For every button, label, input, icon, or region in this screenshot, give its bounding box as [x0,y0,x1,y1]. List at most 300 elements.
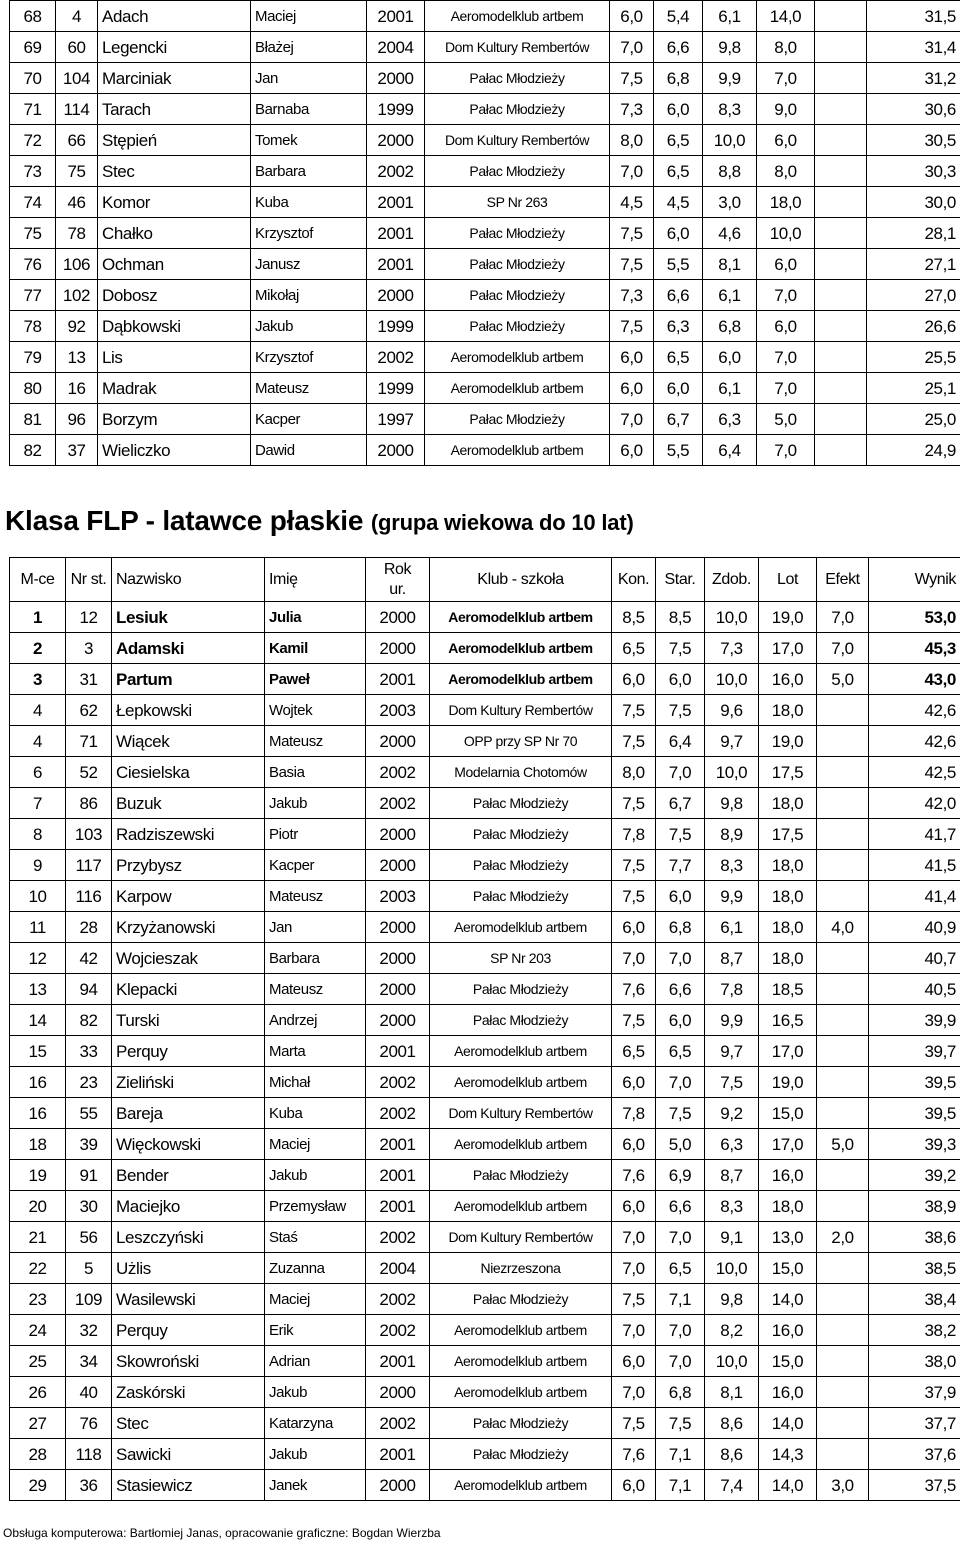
club-cell: Dom Kultury Rembertów [430,1098,612,1129]
place-cell: 22 [10,1253,66,1284]
lot-cell: 18,0 [759,850,817,881]
table-row [10,850,960,881]
star-cell: 6,7 [656,788,705,819]
year-cell: 2001 [367,218,425,249]
table-row [10,974,960,1005]
zdob-cell: 8,3 [703,94,757,125]
zdob-cell: 6,4 [703,435,757,466]
name-cell: Katarzyna [265,1408,366,1439]
zdob-cell: 9,1 [705,1222,759,1253]
efekt-cell [815,187,867,218]
efekt-cell [815,1,867,32]
star-cell: 7,0 [656,1067,705,1098]
year-cell: 2000 [366,912,430,943]
lot-cell: 17,0 [759,633,817,664]
surname-cell: Sawicki [112,1439,265,1470]
wynik-cell: 28,1 [867,218,960,249]
name-cell: Jakub [265,1160,366,1191]
club-cell: Aeromodelklub artbem [430,1377,612,1408]
name-cell: Błażej [251,32,367,63]
year-cell: 2000 [367,63,425,94]
table-row [10,1377,960,1408]
year-cell: 2002 [367,342,425,373]
zdob-cell: 9,8 [705,1284,759,1315]
wynik-cell: 43,0 [869,664,960,695]
table-row [10,435,960,466]
number-cell: 46 [56,187,98,218]
number-cell: 78 [56,218,98,249]
table-row [10,218,960,249]
footer-credits: Obsługa komputerowa: Bartłomiej Janas, opracowanie graficzne: Bogdan Wierzba [3,1526,441,1540]
place-cell: 78 [10,311,56,342]
star-cell: 6,8 [654,63,703,94]
zdob-cell: 7,4 [705,1470,759,1501]
table-row [10,1222,960,1253]
star-cell: 6,9 [656,1160,705,1191]
place-cell: 9 [10,850,66,881]
name-cell: Barbara [251,156,367,187]
number-cell: 37 [56,435,98,466]
number-cell: 16 [56,373,98,404]
wynik-cell: 39,5 [869,1067,960,1098]
lot-cell: 14,0 [759,1284,817,1315]
place-cell: 18 [10,1129,66,1160]
kon-cell: 7,0 [612,1222,656,1253]
name-cell: Barnaba [251,94,367,125]
header-lot: Lot [759,558,817,602]
club-cell: Aeromodelklub artbem [425,1,610,32]
lot-cell: 7,0 [757,342,815,373]
efekt-cell: 2,0 [817,1222,869,1253]
name-cell: Maciej [251,1,367,32]
table-row [10,1346,960,1377]
number-cell: 71 [66,726,112,757]
zdob-cell: 6,3 [705,1129,759,1160]
surname-cell: Łepkowski [112,695,265,726]
name-cell: Basia [265,757,366,788]
place-cell: 21 [10,1222,66,1253]
efekt-cell: 7,0 [817,602,869,633]
place-cell: 11 [10,912,66,943]
table-row [10,156,960,187]
wynik-cell: 37,9 [869,1377,960,1408]
star-cell: 6,8 [656,1377,705,1408]
surname-cell: Stasiewicz [112,1470,265,1501]
header-year-line2: ur. [389,580,406,598]
lot-cell: 15,0 [759,1098,817,1129]
name-cell: Kuba [265,1098,366,1129]
lot-cell: 14,0 [759,1408,817,1439]
lot-cell: 6,0 [757,311,815,342]
name-cell: Julia [265,602,366,633]
wynik-cell: 25,1 [867,373,960,404]
zdob-cell: 9,8 [703,32,757,63]
wynik-cell: 39,7 [869,1036,960,1067]
number-cell: 104 [56,63,98,94]
place-cell: 71 [10,94,56,125]
lot-cell: 6,0 [757,249,815,280]
club-cell: Aeromodelklub artbem [430,1191,612,1222]
wynik-cell: 31,4 [867,32,960,63]
lot-cell: 8,0 [757,156,815,187]
wynik-cell: 24,9 [867,435,960,466]
star-cell: 6,5 [656,1253,705,1284]
header-kon: Kon. [612,558,656,602]
year-cell: 2003 [366,881,430,912]
zdob-cell: 7,8 [705,974,759,1005]
table-row [10,1005,960,1036]
zdob-cell: 10,0 [705,1346,759,1377]
number-cell: 94 [66,974,112,1005]
table-row [10,1191,960,1222]
year-cell: 2000 [366,943,430,974]
wynik-cell: 31,2 [867,63,960,94]
efekt-cell [817,1377,869,1408]
year-cell: 2001 [366,1036,430,1067]
number-cell: 52 [66,757,112,788]
number-cell: 4 [56,1,98,32]
star-cell: 6,6 [656,1191,705,1222]
surname-cell: Użlis [112,1253,265,1284]
kon-cell: 7,0 [612,1377,656,1408]
number-cell: 66 [56,125,98,156]
year-cell: 2000 [366,633,430,664]
table-row [10,1,960,32]
surname-cell: Partum [112,664,265,695]
name-cell: Krzysztof [251,342,367,373]
efekt-cell [817,1439,869,1470]
lot-cell: 18,0 [759,912,817,943]
lot-cell: 15,0 [759,1346,817,1377]
year-cell: 2000 [366,819,430,850]
year-cell: 2001 [366,664,430,695]
lot-cell: 18,0 [759,1191,817,1222]
star-cell: 6,6 [656,974,705,1005]
place-cell: 80 [10,373,56,404]
place-cell: 8 [10,819,66,850]
surname-cell: Stec [98,156,251,187]
star-cell: 5,0 [656,1129,705,1160]
kon-cell: 6,5 [612,1036,656,1067]
header-place: M-ce [10,558,66,602]
number-cell: 13 [56,342,98,373]
wynik-cell: 27,0 [867,280,960,311]
zdob-cell: 9,7 [705,1036,759,1067]
wynik-cell: 37,7 [869,1408,960,1439]
club-cell: Aeromodelklub artbem [425,435,610,466]
wynik-cell: 27,1 [867,249,960,280]
kon-cell: 6,5 [612,633,656,664]
efekt-cell [815,404,867,435]
star-cell: 7,1 [656,1439,705,1470]
kon-cell: 7,0 [612,943,656,974]
surname-cell: Więckowski [112,1129,265,1160]
name-cell: Kamil [265,633,366,664]
wynik-cell: 30,3 [867,156,960,187]
star-cell: 6,0 [654,94,703,125]
zdob-cell: 6,3 [703,404,757,435]
year-cell: 1999 [367,373,425,404]
table-row [10,342,960,373]
year-cell: 2002 [366,1098,430,1129]
place-cell: 74 [10,187,56,218]
efekt-cell [817,726,869,757]
lot-cell: 7,0 [757,63,815,94]
kon-cell: 8,0 [612,757,656,788]
zdob-cell: 9,7 [705,726,759,757]
zdob-cell: 9,6 [705,695,759,726]
table-row [10,373,960,404]
wynik-cell: 25,5 [867,342,960,373]
name-cell: Janek [265,1470,366,1501]
surname-cell: Radziszewski [112,819,265,850]
wynik-cell: 38,6 [869,1222,960,1253]
club-cell: Pałac Młodzieży [425,218,610,249]
number-cell: 34 [66,1346,112,1377]
wynik-cell: 30,0 [867,187,960,218]
name-cell: Staś [265,1222,366,1253]
zdob-cell: 8,3 [705,850,759,881]
header-zdob: Zdob. [705,558,759,602]
surname-cell: Marciniak [98,63,251,94]
place-cell: 75 [10,218,56,249]
wynik-cell: 30,5 [867,125,960,156]
table-row [10,943,960,974]
table-row [10,1253,960,1284]
club-cell: Aeromodelklub artbem [430,1036,612,1067]
name-cell: Paweł [265,664,366,695]
name-cell: Kacper [251,404,367,435]
star-cell: 6,5 [656,1036,705,1067]
number-cell: 40 [66,1377,112,1408]
lot-cell: 16,0 [759,1377,817,1408]
zdob-cell: 8,3 [705,1191,759,1222]
table-row [10,1408,960,1439]
place-cell: 69 [10,32,56,63]
number-cell: 30 [66,1191,112,1222]
club-cell: Pałac Młodzieży [430,788,612,819]
year-cell: 2000 [366,1470,430,1501]
club-cell: Pałac Młodzieży [425,311,610,342]
table-row [10,63,960,94]
club-cell: Aeromodelklub artbem [430,1129,612,1160]
table-row [10,664,960,695]
name-cell: Maciej [265,1284,366,1315]
kon-cell: 8,5 [612,602,656,633]
club-cell: Pałac Młodzieży [425,156,610,187]
name-cell: Piotr [265,819,366,850]
efekt-cell [815,125,867,156]
kon-cell: 7,3 [610,94,654,125]
header-year-line1: Rok [383,560,412,578]
zdob-cell: 8,1 [703,249,757,280]
surname-cell: Karpow [112,881,265,912]
section-title-text: Klasa FLP - latawce płaskie [5,505,364,536]
wynik-cell: 38,4 [869,1284,960,1315]
lot-cell: 18,0 [757,187,815,218]
wynik-cell: 45,3 [869,633,960,664]
zdob-cell: 8,1 [705,1377,759,1408]
zdob-cell: 6,1 [705,912,759,943]
wynik-cell: 53,0 [869,602,960,633]
star-cell: 7,0 [656,943,705,974]
place-cell: 6 [10,757,66,788]
year-cell: 2001 [367,187,425,218]
name-cell: Andrzej [265,1005,366,1036]
name-cell: Mateusz [265,881,366,912]
table-row [10,726,960,757]
zdob-cell: 7,3 [705,633,759,664]
wynik-cell: 38,5 [869,1253,960,1284]
club-cell: Pałac Młodzieży [425,404,610,435]
kon-cell: 7,5 [612,1408,656,1439]
zdob-cell: 6,1 [703,280,757,311]
header-efekt: Efekt [817,558,869,602]
place-cell: 16 [10,1098,66,1129]
wynik-cell: 38,9 [869,1191,960,1222]
place-cell: 13 [10,974,66,1005]
table-row [10,1098,960,1129]
efekt-cell [817,1191,869,1222]
kon-cell: 7,0 [610,32,654,63]
club-cell: Dom Kultury Rembertów [425,32,610,63]
name-cell: Kuba [251,187,367,218]
efekt-cell [815,435,867,466]
year-cell: 2003 [366,695,430,726]
efekt-cell [817,1346,869,1377]
surname-cell: Bender [112,1160,265,1191]
club-cell: Pałac Młodzieży [430,974,612,1005]
place-cell: 25 [10,1346,66,1377]
club-cell: Pałac Młodzieży [425,63,610,94]
place-cell: 16 [10,1067,66,1098]
efekt-cell [815,342,867,373]
star-cell: 6,0 [654,218,703,249]
zdob-cell: 8,7 [705,943,759,974]
number-cell: 12 [66,602,112,633]
lot-cell: 17,5 [759,757,817,788]
year-cell: 2001 [366,1191,430,1222]
club-cell: Aeromodelklub artbem [430,1315,612,1346]
number-cell: 118 [66,1439,112,1470]
table-row [10,249,960,280]
year-cell: 2001 [366,1439,430,1470]
wynik-cell: 42,5 [869,757,960,788]
header-name: Imię [265,558,366,602]
place-cell: 1 [10,602,66,633]
star-cell: 5,4 [654,1,703,32]
efekt-cell: 3,0 [817,1470,869,1501]
surname-cell: Maciejko [112,1191,265,1222]
club-cell: Aeromodelklub artbem [425,342,610,373]
kon-cell: 6,0 [610,1,654,32]
number-cell: 114 [56,94,98,125]
lot-cell: 7,0 [757,435,815,466]
surname-cell: Dąbkowski [98,311,251,342]
club-cell: OPP przy SP Nr 70 [430,726,612,757]
kon-cell: 4,5 [610,187,654,218]
number-cell: 56 [66,1222,112,1253]
surname-cell: Zieliński [112,1067,265,1098]
wynik-cell: 39,5 [869,1098,960,1129]
year-cell: 2000 [366,726,430,757]
star-cell: 7,5 [656,695,705,726]
place-cell: 15 [10,1036,66,1067]
number-cell: 106 [56,249,98,280]
surname-cell: Klepacki [112,974,265,1005]
efekt-cell [817,757,869,788]
zdob-cell: 7,5 [705,1067,759,1098]
lot-cell: 7,0 [757,373,815,404]
kon-cell: 6,0 [610,373,654,404]
surname-cell: Tarach [98,94,251,125]
surname-cell: Lesiuk [112,602,265,633]
number-cell: 92 [56,311,98,342]
efekt-cell [815,94,867,125]
star-cell: 6,5 [654,125,703,156]
place-cell: 7 [10,788,66,819]
kon-cell: 7,6 [612,1439,656,1470]
kon-cell: 6,0 [612,664,656,695]
club-cell: Modelarnia Chotomów [430,757,612,788]
header-club: Klub - szkoła [430,558,612,602]
wynik-cell: 39,2 [869,1160,960,1191]
table-row [10,94,960,125]
lot-cell: 17,5 [759,819,817,850]
surname-cell: Ciesielska [112,757,265,788]
star-cell: 7,5 [656,1098,705,1129]
star-cell: 6,7 [654,404,703,435]
number-cell: 103 [66,819,112,850]
efekt-cell [817,819,869,850]
club-cell: Aeromodelklub artbem [430,633,612,664]
name-cell: Jakub [265,1439,366,1470]
surname-cell: Krzyżanowski [112,912,265,943]
wynik-cell: 40,9 [869,912,960,943]
name-cell: Adrian [265,1346,366,1377]
number-cell: 75 [56,156,98,187]
kon-cell: 7,5 [612,1005,656,1036]
lot-cell: 7,0 [757,280,815,311]
table-row [10,404,960,435]
wynik-cell: 37,6 [869,1439,960,1470]
table-row [10,788,960,819]
club-cell: Aeromodelklub artbem [430,1470,612,1501]
year-cell: 1997 [367,404,425,435]
year-cell: 2001 [366,1160,430,1191]
club-cell: Pałac Młodzieży [430,1160,612,1191]
number-cell: 32 [66,1315,112,1346]
lot-cell: 17,0 [759,1129,817,1160]
zdob-cell: 10,0 [705,664,759,695]
surname-cell: Adach [98,1,251,32]
lot-cell: 18,5 [759,974,817,1005]
name-cell: Kacper [265,850,366,881]
lot-cell: 16,0 [759,1160,817,1191]
zdob-cell: 6,8 [703,311,757,342]
zdob-cell: 8,9 [705,819,759,850]
lot-cell: 16,0 [759,664,817,695]
star-cell: 6,6 [654,32,703,63]
name-cell: Dawid [251,435,367,466]
place-cell: 72 [10,125,56,156]
star-cell: 6,4 [656,726,705,757]
wynik-cell: 42,6 [869,726,960,757]
year-cell: 2004 [367,32,425,63]
efekt-cell [815,63,867,94]
zdob-cell: 8,2 [705,1315,759,1346]
club-cell: Aeromodelklub artbem [430,1067,612,1098]
